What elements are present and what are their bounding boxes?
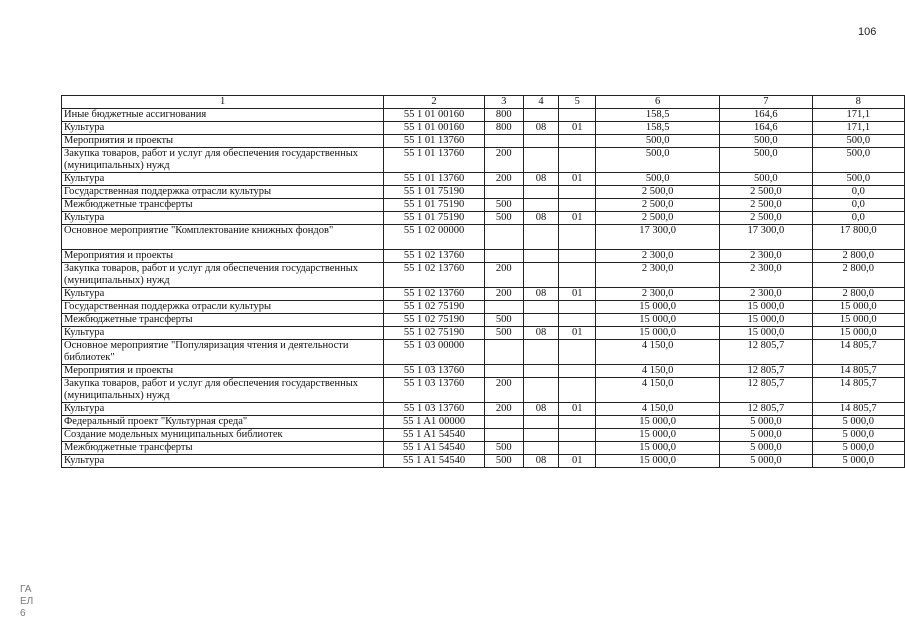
row-value-cell: 55 1 A1 54540 — [384, 429, 485, 442]
row-value-cell: 5 000,0 — [720, 429, 812, 442]
row-value-cell: 17 800,0 — [812, 225, 904, 250]
row-value-cell: 5 000,0 — [720, 455, 812, 468]
row-value-cell — [559, 378, 596, 403]
row-value-cell — [484, 250, 523, 263]
row-name-cell: Мероприятия и проекты — [62, 135, 384, 148]
row-value-cell: 17 300,0 — [596, 225, 720, 250]
row-value-cell: 2 500,0 — [720, 186, 812, 199]
row-value-cell: 500,0 — [720, 148, 812, 173]
row-value-cell: 55 1 A1 54540 — [384, 442, 485, 455]
row-value-cell — [523, 340, 559, 365]
row-value-cell — [523, 263, 559, 288]
row-value-cell: 500,0 — [596, 135, 720, 148]
row-value-cell: 12 805,7 — [720, 378, 812, 403]
table-row — [62, 340, 905, 365]
row-value-cell: 14 805,7 — [812, 378, 904, 403]
row-value-cell — [523, 148, 559, 173]
row-value-cell: 55 1 02 13760 — [384, 288, 485, 301]
row-value-cell: 55 1 A1 00000 — [384, 416, 485, 429]
row-value-cell — [523, 199, 559, 212]
row-value-cell: 55 1 01 00160 — [384, 109, 485, 122]
row-value-cell — [523, 365, 559, 378]
table-row — [62, 288, 905, 301]
row-value-cell: 500,0 — [596, 173, 720, 186]
row-name-cell: Основное мероприятие "Комплектование книжных фондов" — [62, 225, 384, 250]
row-value-cell: 55 1 02 13760 — [384, 263, 485, 288]
table-row — [62, 442, 905, 455]
row-value-cell: 55 1 01 75190 — [384, 212, 485, 225]
header-cell: 5 — [559, 96, 596, 109]
row-value-cell — [484, 225, 523, 250]
budget-table — [61, 95, 905, 468]
row-value-cell: 0,0 — [812, 199, 904, 212]
row-value-cell: 55 1 02 75190 — [384, 301, 485, 314]
row-value-cell — [559, 186, 596, 199]
row-value-cell — [484, 365, 523, 378]
row-value-cell: 55 1 01 13760 — [384, 173, 485, 186]
row-value-cell — [484, 186, 523, 199]
row-name-cell: Культура — [62, 288, 384, 301]
row-value-cell: 55 1 01 00160 — [384, 122, 485, 135]
row-value-cell: 200 — [484, 288, 523, 301]
row-name-cell: Государственная поддержка отрасли культуры — [62, 186, 384, 199]
row-value-cell: 01 — [559, 212, 596, 225]
header-cell: 2 — [384, 96, 485, 109]
row-value-cell: 200 — [484, 148, 523, 173]
row-value-cell: 15 000,0 — [596, 442, 720, 455]
margin-stamp-text: 6 — [20, 608, 26, 619]
table-row — [62, 148, 905, 173]
row-value-cell — [559, 250, 596, 263]
margin-stamp-text: ЕЛ — [20, 596, 34, 607]
row-name-cell: Создание модельных муниципальных библиотек — [62, 429, 384, 442]
row-value-cell: 14 805,7 — [812, 365, 904, 378]
table-row — [62, 173, 905, 186]
row-value-cell: 800 — [484, 109, 523, 122]
row-value-cell — [559, 301, 596, 314]
header-cell: 6 — [596, 96, 720, 109]
row-value-cell: 15 000,0 — [596, 301, 720, 314]
row-value-cell: 500 — [484, 442, 523, 455]
row-value-cell: 200 — [484, 378, 523, 403]
row-value-cell: 0,0 — [812, 186, 904, 199]
row-value-cell — [559, 109, 596, 122]
row-name-cell: Мероприятия и проекты — [62, 250, 384, 263]
row-value-cell — [559, 263, 596, 288]
row-value-cell: 2 300,0 — [720, 288, 812, 301]
row-name-cell: Закупка товаров, работ и услуг для обеспечения государственных (муниципальных) нужд — [62, 263, 384, 288]
row-value-cell: 55 1 02 13760 — [384, 250, 485, 263]
row-value-cell: 01 — [559, 327, 596, 340]
row-name-cell: Культура — [62, 173, 384, 186]
row-value-cell: 01 — [559, 403, 596, 416]
row-name-cell: Государственная поддержка отрасли культуры — [62, 301, 384, 314]
row-value-cell: 15 000,0 — [596, 314, 720, 327]
row-value-cell: 55 1 01 13760 — [384, 148, 485, 173]
row-value-cell — [484, 416, 523, 429]
row-value-cell — [559, 199, 596, 212]
row-value-cell — [523, 135, 559, 148]
row-value-cell: 55 1 03 13760 — [384, 378, 485, 403]
row-value-cell: 15 000,0 — [596, 416, 720, 429]
row-name-cell: Межбюджетные трансферты — [62, 199, 384, 212]
row-value-cell: 4 150,0 — [596, 403, 720, 416]
row-value-cell — [523, 301, 559, 314]
row-value-cell: 08 — [523, 288, 559, 301]
row-value-cell: 171,1 — [812, 122, 904, 135]
row-value-cell: 55 1 02 75190 — [384, 314, 485, 327]
row-name-cell: Мероприятия и проекты — [62, 365, 384, 378]
table-row — [62, 301, 905, 314]
row-value-cell: 01 — [559, 288, 596, 301]
row-value-cell: 01 — [559, 122, 596, 135]
row-value-cell: 08 — [523, 173, 559, 186]
table-row — [62, 212, 905, 225]
row-value-cell: 500,0 — [812, 173, 904, 186]
row-name-cell: Культура — [62, 403, 384, 416]
margin-stamp-text: ГА — [20, 584, 32, 595]
row-value-cell: 08 — [523, 403, 559, 416]
row-value-cell: 55 1 01 13760 — [384, 135, 485, 148]
row-value-cell: 2 500,0 — [596, 212, 720, 225]
row-value-cell: 5 000,0 — [812, 442, 904, 455]
row-value-cell: 15 000,0 — [720, 327, 812, 340]
row-name-cell: Культура — [62, 455, 384, 468]
table-header-row — [62, 96, 905, 109]
row-value-cell — [559, 429, 596, 442]
row-value-cell: 08 — [523, 455, 559, 468]
row-value-cell: 5 000,0 — [812, 455, 904, 468]
row-value-cell: 08 — [523, 327, 559, 340]
row-value-cell: 5 000,0 — [720, 416, 812, 429]
table-row — [62, 455, 905, 468]
row-value-cell: 15 000,0 — [812, 314, 904, 327]
table-row — [62, 199, 905, 212]
row-value-cell — [559, 135, 596, 148]
row-value-cell: 2 500,0 — [720, 212, 812, 225]
row-value-cell: 55 1 02 75190 — [384, 327, 485, 340]
row-value-cell: 5 000,0 — [720, 442, 812, 455]
row-value-cell: 4 150,0 — [596, 340, 720, 365]
row-value-cell: 164,6 — [720, 109, 812, 122]
row-value-cell: 2 500,0 — [720, 199, 812, 212]
row-value-cell: 2 800,0 — [812, 263, 904, 288]
row-value-cell — [559, 314, 596, 327]
row-value-cell: 500 — [484, 314, 523, 327]
row-name-cell: Иные бюджетные ассигнования — [62, 109, 384, 122]
row-value-cell — [523, 314, 559, 327]
row-value-cell: 15 000,0 — [812, 327, 904, 340]
row-value-cell — [559, 365, 596, 378]
row-value-cell: 15 000,0 — [596, 455, 720, 468]
row-value-cell: 15 000,0 — [596, 429, 720, 442]
row-value-cell: 17 300,0 — [720, 225, 812, 250]
margin-stamp — [20, 584, 44, 624]
row-value-cell: 500 — [484, 327, 523, 340]
row-value-cell: 12 805,7 — [720, 340, 812, 365]
row-value-cell — [523, 378, 559, 403]
table-row — [62, 327, 905, 340]
row-value-cell: 500 — [484, 199, 523, 212]
row-value-cell: 5 000,0 — [812, 416, 904, 429]
row-value-cell — [523, 109, 559, 122]
row-value-cell: 14 805,7 — [812, 340, 904, 365]
row-value-cell: 55 1 03 00000 — [384, 340, 485, 365]
row-name-cell: Федеральный проект "Культурная среда" — [62, 416, 384, 429]
row-value-cell: 500,0 — [596, 148, 720, 173]
row-value-cell: 2 300,0 — [720, 250, 812, 263]
row-name-cell: Межбюджетные трансферты — [62, 442, 384, 455]
row-value-cell: 08 — [523, 212, 559, 225]
row-value-cell: 2 500,0 — [596, 186, 720, 199]
table-row — [62, 225, 905, 250]
row-value-cell: 12 805,7 — [720, 403, 812, 416]
header-cell: 7 — [720, 96, 812, 109]
row-value-cell: 500,0 — [720, 135, 812, 148]
row-value-cell — [484, 301, 523, 314]
row-value-cell — [559, 442, 596, 455]
row-value-cell: 500,0 — [812, 148, 904, 173]
table-row — [62, 378, 905, 403]
header-cell: 4 — [523, 96, 559, 109]
header-cell: 8 — [812, 96, 904, 109]
row-value-cell: 171,1 — [812, 109, 904, 122]
row-value-cell: 800 — [484, 122, 523, 135]
row-value-cell: 55 1 01 75190 — [384, 186, 485, 199]
row-value-cell: 164,6 — [720, 122, 812, 135]
row-value-cell: 2 300,0 — [596, 250, 720, 263]
row-name-cell: Основное мероприятие "Популяризация чтения и деятельности библиотек" — [62, 340, 384, 365]
row-value-cell: 15 000,0 — [812, 301, 904, 314]
row-value-cell: 15 000,0 — [596, 327, 720, 340]
row-value-cell: 2 300,0 — [720, 263, 812, 288]
table-row — [62, 429, 905, 442]
table-row — [62, 416, 905, 429]
row-value-cell — [523, 442, 559, 455]
row-value-cell: 158,5 — [596, 109, 720, 122]
row-value-cell: 200 — [484, 403, 523, 416]
table-row — [62, 263, 905, 288]
row-value-cell: 4 150,0 — [596, 365, 720, 378]
row-value-cell — [559, 340, 596, 365]
table-row — [62, 365, 905, 378]
row-value-cell: 15 000,0 — [720, 301, 812, 314]
row-value-cell: 500,0 — [812, 135, 904, 148]
row-value-cell: 55 1 A1 54540 — [384, 455, 485, 468]
row-value-cell: 2 300,0 — [596, 263, 720, 288]
table-row — [62, 135, 905, 148]
row-value-cell: 4 150,0 — [596, 378, 720, 403]
page-number: 106 — [858, 26, 877, 38]
row-value-cell — [523, 416, 559, 429]
row-value-cell: 200 — [484, 173, 523, 186]
row-value-cell: 12 805,7 — [720, 365, 812, 378]
header-cell: 3 — [484, 96, 523, 109]
row-value-cell: 500 — [484, 455, 523, 468]
row-value-cell — [484, 340, 523, 365]
row-value-cell: 2 300,0 — [596, 288, 720, 301]
row-value-cell — [484, 429, 523, 442]
row-value-cell: 2 800,0 — [812, 288, 904, 301]
row-name-cell: Культура — [62, 212, 384, 225]
row-value-cell: 158,5 — [596, 122, 720, 135]
row-value-cell: 500 — [484, 212, 523, 225]
row-value-cell: 01 — [559, 455, 596, 468]
row-value-cell: 01 — [559, 173, 596, 186]
row-value-cell: 08 — [523, 122, 559, 135]
row-value-cell: 200 — [484, 263, 523, 288]
row-name-cell: Закупка товаров, работ и услуг для обеспечения государственных (муниципальных) нужд — [62, 378, 384, 403]
row-value-cell — [523, 186, 559, 199]
row-value-cell — [484, 135, 523, 148]
row-value-cell: 55 1 01 75190 — [384, 199, 485, 212]
row-value-cell: 55 1 03 13760 — [384, 365, 485, 378]
row-value-cell — [559, 225, 596, 250]
row-name-cell: Межбюджетные трансферты — [62, 314, 384, 327]
table-row — [62, 122, 905, 135]
row-name-cell: Культура — [62, 122, 384, 135]
row-value-cell: 2 500,0 — [596, 199, 720, 212]
row-value-cell: 14 805,7 — [812, 403, 904, 416]
row-name-cell: Культура — [62, 327, 384, 340]
row-value-cell — [523, 429, 559, 442]
table-row — [62, 314, 905, 327]
row-value-cell: 2 800,0 — [812, 250, 904, 263]
row-value-cell: 55 1 03 13760 — [384, 403, 485, 416]
row-value-cell: 55 1 02 00000 — [384, 225, 485, 250]
row-value-cell — [523, 250, 559, 263]
row-value-cell — [559, 416, 596, 429]
row-value-cell: 0,0 — [812, 212, 904, 225]
table-row — [62, 186, 905, 199]
row-value-cell — [559, 148, 596, 173]
row-value-cell: 15 000,0 — [720, 314, 812, 327]
row-value-cell: 5 000,0 — [812, 429, 904, 442]
row-name-cell: Закупка товаров, работ и услуг для обеспечения государственных (муниципальных) нужд — [62, 148, 384, 173]
table-row — [62, 403, 905, 416]
table-row — [62, 109, 905, 122]
row-value-cell: 500,0 — [720, 173, 812, 186]
header-cell: 1 — [62, 96, 384, 109]
row-value-cell — [523, 225, 559, 250]
table-row — [62, 250, 905, 263]
